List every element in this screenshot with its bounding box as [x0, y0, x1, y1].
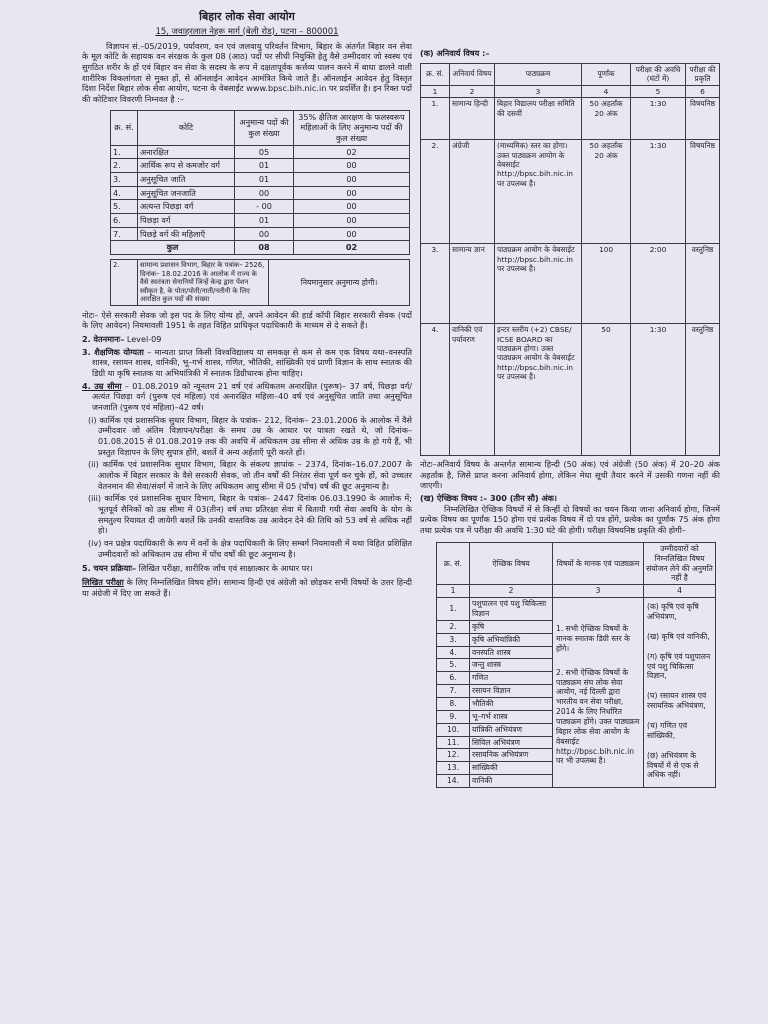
cell: वानिकी [470, 775, 553, 788]
standards-cell [553, 598, 644, 788]
selection-text: लिखित परीक्षा, शारीरिक जाँच एवं साक्षात्कार के आधार पर। [138, 563, 313, 574]
compulsory-header: पूर्णांक [582, 63, 631, 85]
cell: 6. [437, 672, 470, 685]
age-relaxation-item: (ii) कार्मिक एवं प्रशासनिक सुधार विभाग, बिहार के संकल्प ज्ञापांक – 2374, दिनांक–16.07.2007 के आलोक में बिहार सरकार के वैसे सरकारी सेवक, जो तीन वर्षों की निरंतर सेवा पूर्ण कर चुके हों, को उच्चतर वेतनमान की सेवा/संवर्ग में जाने के लिए अधिकतम आयु सीमा में 05 (पाँच) वर्ष की छूट अनुमान्य है। [88, 459, 412, 491]
cell: 5 [631, 85, 686, 97]
cell: विषयनिष्ठ [686, 98, 720, 140]
right-column [420, 0, 720, 1024]
cell: 00 [294, 214, 410, 228]
cell: अनारक्षित [138, 145, 235, 159]
table-row [421, 244, 720, 324]
cell: 01 [235, 173, 294, 187]
table-row [111, 159, 410, 173]
table-row [111, 173, 410, 187]
table-row [437, 598, 716, 621]
cell: 50 अहर्तांक 20 अंक [582, 98, 631, 140]
total-label: कुल [111, 241, 235, 255]
combination-item: (घ) रसायन शास्त्र एवं रसायनिक अभियंत्रण, [647, 691, 707, 711]
compulsory-header: पाठ्यक्रम [495, 63, 582, 85]
cell: 8. [437, 697, 470, 710]
cell: गणित [470, 672, 553, 685]
cell: 1:30 [631, 98, 686, 140]
cell: 4 [644, 585, 716, 598]
cell: इन्टर स्तरीय (+2) CBSE/ ICSE BOARD का पाठ्यक्रम होगा। उक्त पाठ्यक्रम आयोग के वेबसाईट http://bpsc.bih.nic.in पर उपलब्ध है। [495, 324, 582, 456]
compulsory-header: परीक्षा की प्रकृति [686, 63, 720, 85]
pay-scale [82, 334, 412, 345]
cell: 9. [437, 710, 470, 723]
cell: वस्तुनिष्ठ [686, 244, 720, 324]
cell: पिछड़ा वर्ग [138, 214, 235, 228]
cell: बिहार विद्यालय परीक्षा समिति की दसवीं [495, 98, 582, 140]
cell: 01 [235, 159, 294, 173]
cell: 1 [421, 85, 450, 97]
age-relaxation-item: (iv) वन प्रक्षेत्र पदाधिकारी के रूप में वनों के क्षेत्र पदाधिकारी के लिए सम्बर्ग नियमावली में यथा विहित प्रशिक्षित उम्मीदवारों को अधिकतम उम्र सीमा में पाँच वर्षों की छूट अनुमान्य है। [88, 538, 412, 559]
cell: विषयनिष्ठ [686, 140, 720, 244]
combination-item: (च) गणित एवं सांख्यिकी, [647, 720, 688, 740]
cell: 1. [421, 98, 450, 140]
index-row [421, 85, 720, 97]
optional-subjects-table [436, 542, 716, 788]
standard-note: 2. सभी ऐच्छिक विषयों के पाठ्यक्रम संघ लोक सेवा आयोग, नई दिल्ली द्वारा भारतीय वन सेवा परीक्षा, 2014 के लिए निर्धारित पाठ्यक्रम होंगे। उक्त पाठ्यक्रम बिहार लोक सेवा आयोग के वेबसाईट http://bpsc.bih.nic.in पर भी उपलब्ध है। [556, 667, 640, 766]
cell: वस्तुनिष्ठ [686, 324, 720, 456]
combination-item: (क) कृषि एवं कृषि अभियंत्रण, [647, 602, 699, 621]
selection-process [82, 563, 412, 574]
age-limit [82, 381, 412, 413]
optional-description: निम्नलिखित ऐच्छिक विषयों में से किन्हीं दो विषयों का चयन किया जाना अनिवार्य होगा, जिनमें प्रत्येक विषय का पूर्णांक 150 होगा एवं प्रत्येक विषय में दो पत्र होंगे, प्रत्येक का पूर्णांक 75 अंक होगा तथा प्रत्येक पत्र में परीक्षा की अवधि 1:30 घंटे की होगी। परीक्षा विषयनिष्ठ प्रकृति की होगी– [420, 503, 720, 536]
age-relaxation-item: (iii) कार्मिक एवं प्रशासनिक सुधार विभाग, बिहार के पत्रांक– 2447 दिनांक 06.03.1990 के आलोक में; भूतपूर्व सैनिकों को उम्र सीमा में 03(तीन) वर्ष तथा प्रतिरक्षा सेवा में बितायी गयी सेवा अवधि के योग के समतुल्य रियायत दी जायेगी बशर्ते कि उनकी वास्तविक उम्र आवेदन देने की तिथि को 53 वर्ष से अधिक नहीं हो। [88, 493, 412, 536]
vacancy-header: 35% क्षैतिज आरक्षण के फलस्वरूप महिलाओं के लिए अनुमान्य पदों की कुल संख्या [294, 110, 410, 145]
table-row [111, 214, 410, 228]
cell: 02 [294, 145, 410, 159]
cell: 11. [437, 736, 470, 749]
cell: पिछड़े वर्ग की महिलाएँ [138, 227, 235, 241]
pay-scale-label: 2. वेतनमानः– [82, 333, 125, 344]
cell: 1. [111, 145, 138, 159]
cell: भौतिकी [470, 697, 553, 710]
table-row [111, 186, 410, 200]
cell: 3 [553, 585, 644, 598]
cell: 00 [294, 200, 410, 214]
cell: 05 [235, 145, 294, 159]
cell: 00 [294, 173, 410, 187]
cell: 1 [437, 585, 470, 598]
written-exam [82, 577, 412, 598]
combination-item: (ग) कृषि एवं पशुपालन एवं पशु चिकित्सा विज्ञान, [647, 651, 711, 681]
cell: वानिकी एवं पर्यावरण [450, 324, 495, 456]
page-title: बिहार लोक सेवा आयोग [199, 10, 295, 23]
intro-paragraph: विज्ञापन सं.–05/2019, पर्यावरण, वन एवं जलवायु परिवर्तन विभाग, बिहार के अंतर्गत बिहार वन सेवा के मूल कोटि के सहायक वन संरक्षक के कुल 08 (आठ) पदों पर सीधी नियुक्ति हेतु वैसे उम्मीदवार जो स्वस्थ एवं सुगठित शरीर के हों एवं बिहार वन सेवा के सदस्य के रूप में दक्षतापूर्वक कर्त्तव्य पालन करने में बाधा डालने वाली शारीरिक विकलांगता से मुक्त हों, से ऑनलाईन आवेदन आमंत्रित किये जाते हैं। ऑनलाईन आवेदन हेतु विस्तृत दिशा निर्देश बिहार लोक सेवा आयोग, पटना के वेबसाईट www.bpsc.bih.nic.in पर प्रदर्शित है। इन रिक्त पदों की कोटिवार विवरणी निम्नवत है :– [82, 40, 412, 105]
cell: सामान्य हिन्दी [450, 98, 495, 140]
table-row [111, 145, 410, 159]
cell: आर्थिक रूप से कमजोर वर्ग [138, 159, 235, 173]
cell: नियमानुसार अनुमान्य होगी। [269, 260, 410, 305]
cell: अत्यन्त पिछड़ा वर्ग [138, 200, 235, 214]
cell: 2. [111, 159, 138, 173]
freedom-fighter-table [110, 259, 410, 305]
cell: 7. [111, 227, 138, 241]
cell: 50 अहर्तांक 20 अंक [582, 140, 631, 244]
compulsory-heading: (क) अनिवार्य विषय :– [420, 48, 490, 58]
cell: अंग्रेजी [450, 140, 495, 244]
cell: 12. [437, 749, 470, 762]
optional-header: उम्मीदवारों को निम्नलिखित विषय संयोजन लेने की अनुमति नहीं है [644, 542, 716, 584]
cell: 2. [437, 620, 470, 633]
cell: 7. [437, 685, 470, 698]
qualification-label: 3. शैक्षणिक योग्यता [82, 346, 144, 357]
age-relaxation-item: (i) कार्मिक एवं प्रशासनिक सुधार विभाग, बिहार के पत्रांक– 212, दिनांक– 23.01.2006 के आलोक में वैसे उम्मीदवार जो अंतिम विज्ञापन/परीक्षा के समय उम्र के आधार पर पात्रता रखते थे, जो दिनांक–01.08.2015 से 01.08.2019 तक की अवधि में अधिकतम उम्र सीमा से अधिक उम्र के हो गये हैं, भी प्रस्तुत विज्ञापन के लिए सुपात्र होंगे, बशर्ते वे अन्य अर्हताएँ पूरी करते हों। [88, 414, 412, 457]
table-row [111, 227, 410, 241]
cell: 01 [235, 214, 294, 228]
optional-header: विषयों के मानक एवं पाठ्यक्रम [553, 542, 644, 584]
cell: कृषि [470, 620, 553, 633]
address: 15, जवाहरलाल नेहरू मार्ग (बेली रोड), पटना – 800001 [155, 26, 339, 37]
cell: (माध्यमिक) स्तर का होगा। उक्त पाठ्यक्रम आयोग के वेबसाईट http://bpsc.bih.nic.in पर उपलब्ध है। [495, 140, 582, 244]
cell: 4. [421, 324, 450, 456]
cell: 4 [582, 85, 631, 97]
cell: 6 [686, 85, 720, 97]
table-row [111, 200, 410, 214]
vacancy-header: क्र. सं. [111, 110, 138, 145]
cell: सांख्यिकी [470, 762, 553, 775]
cell: 3. [111, 173, 138, 187]
cell: 2:00 [631, 244, 686, 324]
written-exam-text: के लिए निम्नलिखित विषय होंगे। सामान्य हिन्दी एवं अंग्रेजी को छोड़कर सभी विषयों के उत्तर हिन्दी या अंग्रेजी में दिए जा सकते हैं। [82, 577, 413, 598]
cell: 3. [421, 244, 450, 324]
optional-heading: (ख) ऐच्छिक विषय :– 300 (तीन सौ) अंक। [420, 493, 557, 504]
cell: 50 [582, 324, 631, 456]
cell: 3. [437, 633, 470, 646]
cell: 2 [450, 85, 495, 97]
cell: 00 [294, 186, 410, 200]
cell: 2. [421, 140, 450, 244]
compulsory-header: परीक्षा की अवधि (घंटों में) [631, 63, 686, 85]
written-exam-label: लिखित परीक्षा [82, 577, 124, 588]
cell: 3 [495, 85, 582, 97]
cell: अनुसूचित जनजाति [138, 186, 235, 200]
optional-header: ऐच्छिक विषय [470, 542, 553, 584]
cell: वनस्पति शास्त्र [470, 646, 553, 659]
cell: पाठ्यक्रम आयोग के वेबसाईट http://bpsc.bih.nic.in पर उपलब्ध है। [495, 244, 582, 324]
compulsory-note: नोटः–अनिवार्य विषय के अन्तर्गत सामान्य हिन्दी (50 अंक) एवं अंग्रेजी (50 अंक) में 20–20 अंक अहर्तांक है, जिसे प्राप्त करना अनिवार्य होगा, लेकिन मेधा सूची तैयार करने में उसकी गणना नहीं की जाएगी। [420, 459, 720, 491]
total-women-posts: 02 [294, 241, 410, 255]
cell: भू–गर्भ शास्त्र [470, 710, 553, 723]
table-row [421, 98, 720, 140]
cell: अनुसूचित जाति [138, 173, 235, 187]
cell: यांत्रिकी अभियंत्रण [470, 723, 553, 736]
cell: 13. [437, 762, 470, 775]
qualification [82, 347, 412, 379]
qualification-text: – मान्यता प्राप्त किसी विश्वविद्यालय या समकक्ष से कम से कम एक विषय यथा–वनस्पति शास्त्र, रसायन शास्त्र, वानिकी, भू–गर्भ शास्त्र, गणित, भौतिकी, सांख्यिकी एवं प्राणी विज्ञान के साथ स्नातक की डिग्री या कृषि स्नातक या अभियांत्रिकी में स्नातक डिग्रीधारक होना चाहिए। [92, 346, 412, 378]
combination-item: (छ) अभियंत्रण के विषयों में से एक से अधिक नहीं। [647, 750, 699, 780]
cell: 2 [470, 585, 553, 598]
combinations-cell [644, 598, 716, 788]
cell: 5. [437, 659, 470, 672]
vacancy-header: अनुमान्य पदों की कुल संख्या [235, 110, 294, 145]
cell: 00 [235, 227, 294, 241]
total-posts: 08 [235, 241, 294, 255]
cell: 00 [294, 159, 410, 173]
cell: सामान्य प्रशासन विभाग, बिहार के पत्रांक– 2526, दिनांक– 18.02.2016 के आलोक में राज्य के वैसे स्वतंत्रता सेनानियों जिन्हें केन्द्र द्वारा पेंशन स्वीकृत है, के पोता/पोती/नाती/नतीनी के लिए आरक्षित कुल पदों की संख्या [138, 260, 269, 305]
cell: 00 [294, 227, 410, 241]
cell: जन्तु शास्त्र [470, 659, 553, 672]
optional-header: क्र. सं. [437, 542, 470, 584]
cell: 2. [111, 260, 138, 305]
selection-label: 5. चयन प्रक्रियाः– [82, 563, 137, 574]
cell: 100 [582, 244, 631, 324]
cell: 10. [437, 723, 470, 736]
vacancy-table [110, 110, 410, 255]
cell: रसायन विज्ञान [470, 685, 553, 698]
combination-item: (ख) कृषि एवं वानिकी, [647, 631, 710, 641]
table-row [421, 324, 720, 456]
cell: पशुपालन एवं पशु चिकित्सा विज्ञान [470, 598, 553, 621]
total-row [111, 241, 410, 255]
cell: सामान्य ज्ञान [450, 244, 495, 324]
compulsory-header: क्र. सं. [421, 63, 450, 85]
cell: 1:30 [631, 140, 686, 244]
cell: 14. [437, 775, 470, 788]
standard-note: 1. सभी ऐच्छिक विषयों के मानक स्नातक डिग्री स्तर के होंगे। [556, 624, 630, 653]
cell: 4. [111, 186, 138, 200]
cell: 1:30 [631, 324, 686, 456]
cell: 4. [437, 646, 470, 659]
compulsory-subjects-table [420, 63, 720, 456]
index-row [437, 585, 716, 598]
age-limit-label: 4. उम्र सीमा [82, 380, 122, 391]
cell: सिविल अभियंत्रण [470, 736, 553, 749]
cell: 5. [111, 200, 138, 214]
table-row [421, 140, 720, 244]
compulsory-header: अनिवार्य विषय [450, 63, 495, 85]
cell: 00 [235, 186, 294, 200]
cell: - 00 [235, 200, 294, 214]
cell: 6. [111, 214, 138, 228]
government-servant-note: नोटः– ऐसे सरकारी सेवक जो इस पद के लिए योग्य हों, अपने आवेदन की हार्ड कॉपी बिहार सरकारी सेवक (पदों के लिए आवेदन) नियमावली 1951 के तहत विहित प्राधिकृत पदाधिकारी के माध्यम से दे सकते हैं। [82, 309, 412, 331]
pay-scale-value: Level-09 [126, 333, 162, 344]
cell: रसायनिक अभियंत्रण [470, 749, 553, 762]
cell: कृषि अभियांत्रिकी [470, 633, 553, 646]
vacancy-header: कोटि [138, 110, 235, 145]
age-limit-text: – 01.08.2019 को न्यूनतम 21 वर्ष एवं अधिकतम अनारक्षित (पुरूष)– 37 वर्ष, पिछड़ा वर्ग/अत्यंत पिछड़ा वर्ग (पुरूष एवं महिला) एवं अनारक्षित महिला–40 वर्ष एवं अनुसूचित जाति तथा अनुसूचित जनजाति (पुरूष एवं महिला)–42 वर्ष। [92, 380, 412, 412]
left-column [82, 0, 412, 1024]
cell: 1. [437, 598, 470, 621]
